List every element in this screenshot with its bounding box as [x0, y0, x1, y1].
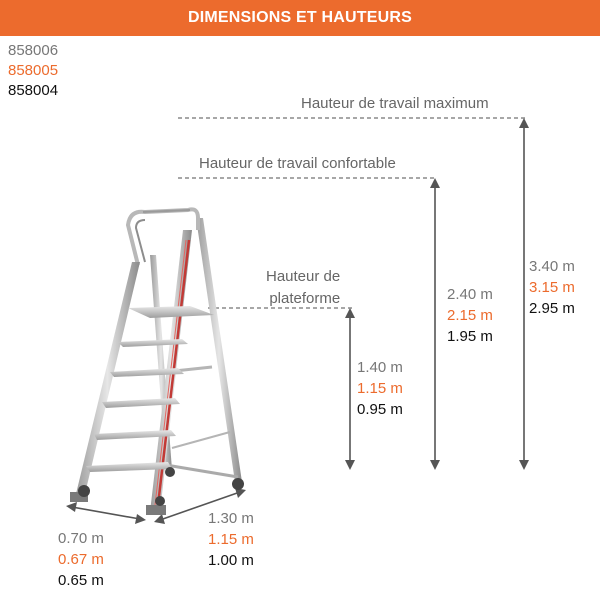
- width-arrow: [66, 502, 146, 524]
- max-height-value-2: 3.15 m: [529, 279, 575, 296]
- platform-height-value-3: 0.95 m: [357, 401, 403, 418]
- model-code-2: 858005: [8, 62, 59, 79]
- max-height-values: [529, 256, 575, 319]
- width-values: [58, 528, 104, 591]
- comfort-height-label: Hauteur de travail confortable: [199, 155, 396, 172]
- platform-label-line-2: plateforme: [269, 290, 341, 307]
- platform-height-values: [357, 357, 403, 420]
- depth-value-2: 1.15 m: [208, 531, 254, 548]
- width-value-1: 0.70 m: [58, 530, 104, 547]
- max-height-arrow: [519, 118, 529, 470]
- comfort-height-arrow: [430, 178, 440, 470]
- model-code-1: 858006: [8, 42, 59, 59]
- depth-values: [208, 508, 254, 571]
- width-value-3: 0.65 m: [58, 572, 104, 589]
- platform-height-label: [266, 266, 340, 310]
- width-value-2: 0.67 m: [58, 551, 104, 568]
- max-height-value-1: 3.40 m: [529, 258, 575, 275]
- platform-height-value-2: 1.15 m: [357, 380, 403, 397]
- comfort-height-value-3: 1.95 m: [447, 328, 493, 345]
- platform-label-line-1: Hauteur de: [266, 268, 341, 285]
- model-code-3: 858004: [8, 82, 59, 99]
- comfort-height-value-1: 2.40 m: [447, 286, 493, 303]
- depth-value-1: 1.30 m: [208, 510, 254, 527]
- ladder-illustration: [70, 209, 244, 515]
- comfort-height-values: [447, 284, 493, 347]
- max-height-label: Hauteur de travail maximum: [301, 95, 489, 112]
- platform-height-value-1: 1.40 m: [357, 359, 403, 376]
- max-height-value-3: 2.95 m: [529, 300, 575, 317]
- platform-height-arrow: [345, 308, 355, 470]
- depth-value-3: 1.00 m: [208, 552, 254, 569]
- header-title: DIMENSIONS ET HAUTEURS: [188, 9, 412, 26]
- comfort-height-value-2: 2.15 m: [447, 307, 493, 324]
